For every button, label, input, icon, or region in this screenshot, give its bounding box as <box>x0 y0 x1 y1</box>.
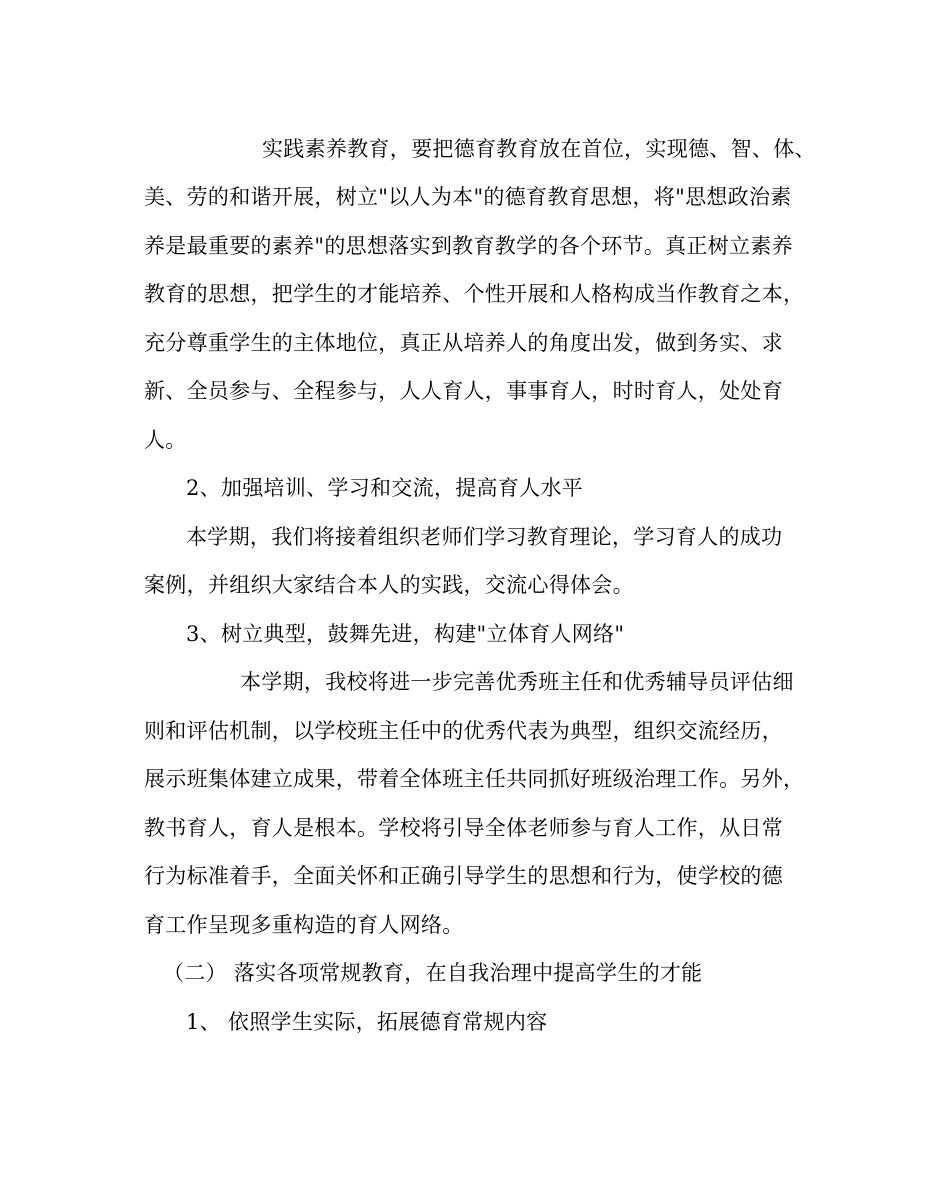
text-line: 则和评估机制，以学校班主任中的优秀代表为典型，组织交流经历， <box>144 719 783 743</box>
text-line: 实践素养教育，要把德育教育放在首位，实现德、智、体、 <box>262 137 816 161</box>
text-line: 本学期，我校将进一步完善优秀班主任和优秀辅导员评估细 <box>240 670 794 694</box>
section-heading: 2、加强培训、学习和交流，提高育人水平 <box>186 476 584 500</box>
section-heading: 1、 依照学生实际，拓展德育常规内容 <box>186 1010 548 1034</box>
text-line: 养是最重要的素养"的思想落实到教育教学的各个环节。真正树立素养 <box>144 234 793 258</box>
text-line: 行为标准着手，全面关怀和正确引导学生的思想和行为，使学校的德 <box>144 864 783 888</box>
text-line: 教书育人，育人是根本。学校将引导全体老师参与育人工作，从日常 <box>144 816 783 840</box>
text-line: 新、全员参与、全程参与，人人育人，事事育人，时时育人，处处育 <box>144 379 783 403</box>
section-heading: （二） 落实各项常规教育，在自我治理中提高学生的才能 <box>163 961 703 985</box>
text-line: 充分尊重学生的主体地位，真正从培养人的角度出发，做到务实、求 <box>144 331 783 355</box>
text-line: 育工作呈现多重构造的育人网络。 <box>144 913 464 937</box>
text-line: 人。 <box>144 428 187 452</box>
text-line: 美、劳的和谐开展，树立"以人为本"的德育教育思想，将"思想政治素 <box>144 185 792 209</box>
section-heading: 3、树立典型，鼓舞先进，构建"立体育人网络" <box>186 622 625 646</box>
text-line: 案例，并组织大家结合本人的实践，交流心得体会。 <box>144 573 634 597</box>
text-line: 展示班集体建立成果，带着全体班主任共同抓好班级治理工作。另外， <box>144 767 805 791</box>
text-line: 教育的思想，把学生的才能培养、个性开展和人格构成当作教育之本， <box>144 282 805 306</box>
text-line: 本学期，我们将接着组织老师们学习教育理论，学习育人的成功 <box>186 525 783 549</box>
